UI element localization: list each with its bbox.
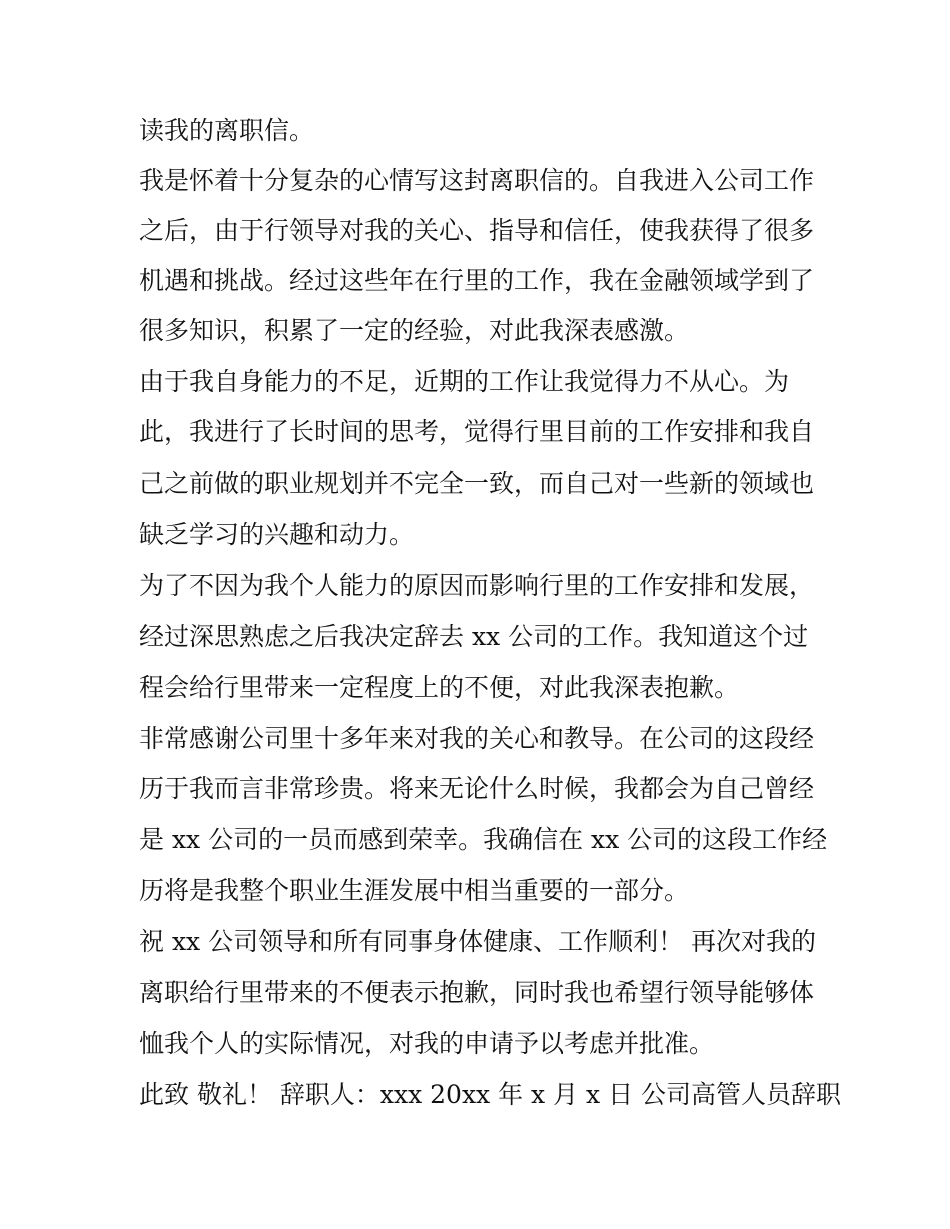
text-line: 为了不因为我个人能力的原因而影响行里的工作安排和发展，	[139, 571, 815, 600]
text-line: 恤我个人的实际情况，对我的申请予以考虑并批准。	[139, 1029, 715, 1058]
text-line: 此致 敬礼！ 辞职人：xxx 20xx 年 x 月 x 日 公司高管人员辞职	[139, 1080, 842, 1109]
text-line: 很多知识，积累了一定的经验，对此我深表感激。	[139, 316, 690, 345]
text-line: 由于我自身能力的不足，近期的工作让我觉得力不从心。为	[139, 367, 790, 396]
text-line: 历于我而言非常珍贵。将来无论什么时候，我都会为自己曾经	[139, 774, 815, 803]
text-line: 程会给行里带来一定程度上的不便，对此我深表抱歉。	[139, 673, 740, 702]
text-line: 读我的离职信。	[139, 116, 315, 145]
text-line: 我是怀着十分复杂的心情写这封离职信的。自我进入公司工作	[139, 166, 815, 195]
text-line: 是 xx 公司的一员而感到荣幸。我确信在 xx 公司的这段工作经	[139, 825, 828, 854]
text-line: 离职给行里带来的不便表示抱歉，同时我也希望行领导能够体	[139, 978, 815, 1007]
text-line: 经过深思熟虑之后我决定辞去 xx 公司的工作。我知道这个过	[139, 622, 809, 651]
text-line: 己之前做的职业规划并不完全一致，而自己对一些新的领域也	[139, 469, 815, 498]
text-line: 历将是我整个职业生涯发展中相当重要的一部分。	[139, 876, 690, 905]
text-line: 缺乏学习的兴趣和动力。	[139, 520, 415, 549]
text-line: 非常感谢公司里十多年来对我的关心和教导。在公司的这段经	[139, 724, 815, 753]
text-line: 此，我进行了长时间的思考，觉得行里目前的工作安排和我自	[139, 417, 815, 446]
text-line: 祝 xx 公司领导和所有同事身体健康、工作顺利！ 再次对我的	[139, 927, 817, 956]
text-line: 机遇和挑战。经过这些年在行里的工作，我在金融领域学到了	[139, 266, 815, 295]
text-line: 之后，由于行领导对我的关心、指导和信任，使我获得了很多	[139, 216, 815, 245]
